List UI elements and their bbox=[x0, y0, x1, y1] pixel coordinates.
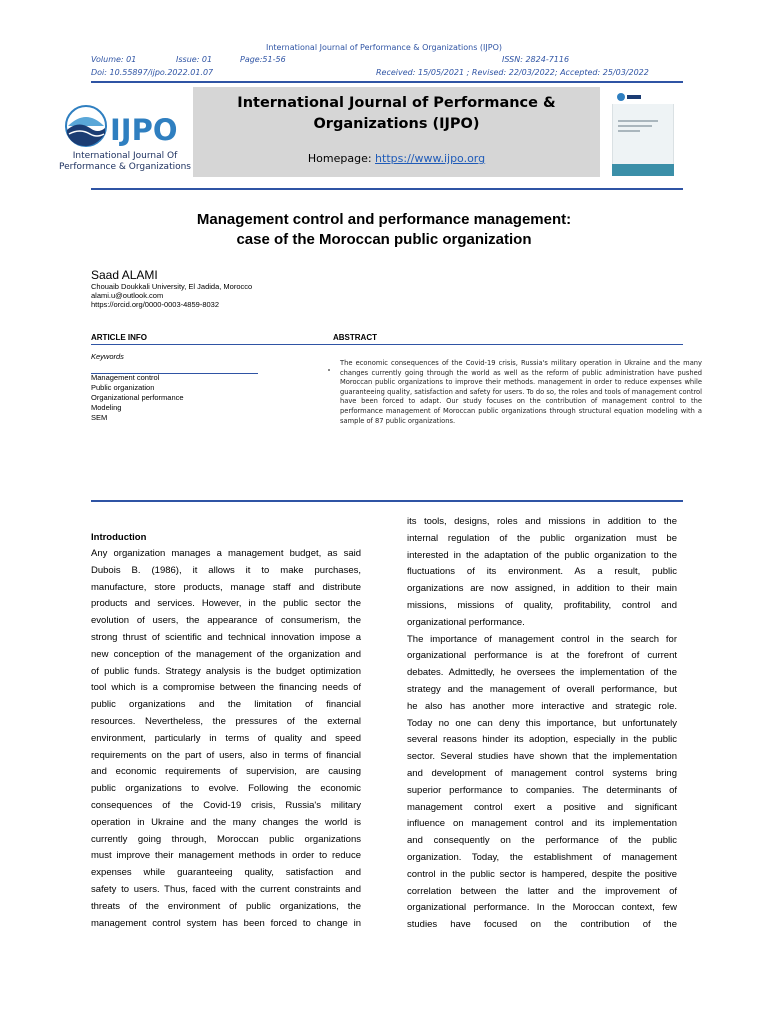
text-line: currently going through, Moroccan public organizations bbox=[91, 833, 361, 845]
text-line: safety to users. Thus, faced with the current constraints and bbox=[91, 883, 361, 895]
text-line: internal regulation of the public organization must be bbox=[407, 532, 677, 544]
keywords-list bbox=[91, 373, 184, 423]
text-line: new conception of the management of the organization and bbox=[91, 648, 361, 660]
banner-title-line-2: Organizations (IJPO) bbox=[313, 116, 480, 132]
text-line: management control system has been forced to change in bbox=[91, 917, 361, 929]
text-line: organizational performance. In the Moroccan context, few bbox=[407, 902, 677, 914]
abstract-text: The economic consequences of the Covid-19 crisis, Russia's military operation in Ukraine and the many changes currently going through the world as well as the reform of public administration have pushed Moroccan public organizations to improve their methods. management in order to reduce expenses while guaranteeing quality, satisfaction and safety for users. To do so, the roles and tools of management control have been forced to adapt. Our study focuses on the contribution of management control to the performance management of Moroccan public organizations through structural equation modeling with a sample of 87 public organizations. bbox=[340, 359, 702, 425]
text-line: consequences of the Covid-19 crisis, Russia's military bbox=[91, 799, 361, 811]
article-info-label: ARTICLE INFO bbox=[91, 333, 147, 342]
text-line: its tools, designs, roles and missions in addition to the bbox=[407, 516, 677, 527]
text-line: must improve their management methods in order to reduce bbox=[91, 850, 361, 862]
info-divider bbox=[91, 344, 683, 345]
banner-title bbox=[193, 93, 600, 135]
text-line: resources. Nevertheless, the pressures of the external bbox=[91, 715, 361, 727]
logo-line-2: Performance & Organizations bbox=[59, 162, 191, 172]
text-line: operation in Ukraine and the many changes the world is bbox=[91, 816, 361, 828]
article-title-line-1: Management control and performance management: bbox=[196, 211, 572, 228]
text-line: control in the public sector is hampered, despite the positive bbox=[407, 868, 677, 880]
text-line: and consequently on the performance of the public bbox=[407, 835, 677, 847]
page-range-label: Page:51-56 bbox=[240, 55, 286, 64]
logo-line-1: International Journal Of bbox=[72, 151, 178, 161]
logo-mark: IJPO bbox=[110, 113, 178, 147]
text-line: debates. Admittedly, he oversees the implementation of the bbox=[407, 667, 677, 679]
issn-label: ISSN: 2824-7116 bbox=[502, 55, 570, 64]
journal-header-line: International Journal of Performance & Organizations (IJPO) bbox=[265, 43, 503, 52]
banner-title-line-1: International Journal of Performance & bbox=[237, 95, 556, 111]
text-line: interested in the adaptation of the public organization to the bbox=[407, 549, 677, 561]
volume-label: Volume: 01 bbox=[91, 55, 137, 64]
homepage-label: Homepage: bbox=[307, 152, 376, 165]
header-divider bbox=[91, 81, 683, 83]
keyword-item: Public organization bbox=[91, 383, 155, 392]
text-line: public organizations and the limitation of financial bbox=[91, 699, 361, 711]
text-line: environment, particularly in terms of quality and speed bbox=[91, 732, 361, 744]
banner-divider bbox=[91, 188, 683, 190]
text-line: manufacture, store products, manage staff and distribute bbox=[91, 581, 361, 593]
text-line: organization. Today, the establishment of management bbox=[407, 851, 677, 863]
text-line: Today no one can deny this importance, but unfortunately bbox=[407, 717, 677, 729]
text-line: organizational performance is at the forefront of current bbox=[407, 650, 677, 662]
text-line: correlation between the latter and the improvement of bbox=[407, 885, 677, 897]
journal-logo bbox=[60, 104, 200, 176]
text-line: Any organization manages a management budget, as said bbox=[91, 548, 361, 559]
text-line: organizations are now assigned, in addition to their main bbox=[407, 583, 677, 595]
affiliation: Chouaib Doukkali University, El Jadida, Morocco bbox=[91, 282, 253, 291]
text-line: management control exert a positive and significant bbox=[407, 801, 677, 813]
text-line: tool which is a compromise between the financing needs of bbox=[91, 682, 361, 694]
text-line: organizational performance. bbox=[407, 616, 525, 628]
banner-homepage bbox=[193, 152, 600, 165]
introduction-heading: Introduction bbox=[91, 532, 147, 543]
text-line: fluctuations of its environment. As a result, public bbox=[407, 566, 677, 578]
keywords-label: Keywords bbox=[91, 352, 124, 361]
text-line: strong thrust of scientific and technical innovation impose a bbox=[91, 631, 361, 643]
keyword-item: SEM bbox=[91, 413, 108, 422]
keyword-item: Management control bbox=[91, 373, 160, 382]
author-name: Saad ALAMI bbox=[91, 268, 158, 282]
text-line: threats of the environment of public organizations, the bbox=[91, 900, 361, 912]
keyword-item: Organizational performance bbox=[91, 393, 184, 402]
ijpo-logo-icon bbox=[60, 104, 200, 150]
text-line: requirements on the part of users, also in terms of financial bbox=[91, 749, 361, 761]
body-right-column bbox=[407, 514, 677, 934]
text-line: and development of management control systems bring bbox=[407, 767, 677, 779]
text-line: products and services. However, in the public sector the bbox=[91, 598, 361, 610]
issue-label: Issue: 01 bbox=[176, 55, 213, 64]
author-affiliation-block bbox=[91, 282, 252, 309]
author-orcid: https://orcid.org/0000-0003-4859-8032 bbox=[91, 300, 220, 309]
author-email: alami.u@outlook.com bbox=[91, 291, 164, 300]
text-line: of public funds. Strategy analysis is the budget optimization bbox=[91, 665, 361, 677]
text-line: The importance of management control in the search for bbox=[407, 633, 677, 645]
text-line: superior performance to companies. The determinants of bbox=[407, 784, 677, 796]
text-line: several reasons hinder its adoption, especially in the public bbox=[407, 734, 677, 746]
text-line: evolution of users, the appearance of consumerism, the bbox=[91, 615, 361, 627]
bullet-mark bbox=[328, 369, 330, 371]
text-line: expenses while guaranteeing quality, satisfaction and bbox=[91, 867, 361, 879]
text-line: Dubois B. (1986), it allows it to make purchases, bbox=[91, 564, 361, 576]
keyword-item: Modeling bbox=[91, 403, 122, 412]
journal-cover-thumbnail bbox=[612, 90, 674, 176]
body-divider bbox=[91, 500, 683, 502]
body-left-column bbox=[91, 546, 361, 932]
text-line: influence on management control and its implementation bbox=[407, 818, 677, 830]
dates-label: Received: 15/05/2021 ; Revised: 22/03/2022; Accepted: 25/03/2022 bbox=[376, 68, 649, 77]
abstract-label: ABSTRACT bbox=[333, 333, 377, 342]
text-line: public organizations to evolve. Following the economic bbox=[91, 783, 361, 795]
doi-label: Doi: 10.55897/ijpo.2022.01.07 bbox=[91, 68, 214, 77]
article-title bbox=[100, 210, 668, 250]
text-line: missions, missions of quality, profitability, control and bbox=[407, 599, 677, 611]
text-line: sector. Several studies have shown that the implementation bbox=[407, 751, 677, 763]
homepage-link[interactable]: https://www.ijpo.org bbox=[375, 152, 486, 165]
text-line: studies have focused on the contribution of the bbox=[407, 919, 677, 931]
text-line: he also has another more interactive and strategic role. bbox=[407, 700, 677, 712]
text-line: strategy and the management of overall performance, but bbox=[407, 683, 677, 695]
text-line: and economic requirements of supervision, are causing bbox=[91, 766, 361, 778]
article-title-line-2: case of the Moroccan public organization bbox=[236, 231, 532, 248]
